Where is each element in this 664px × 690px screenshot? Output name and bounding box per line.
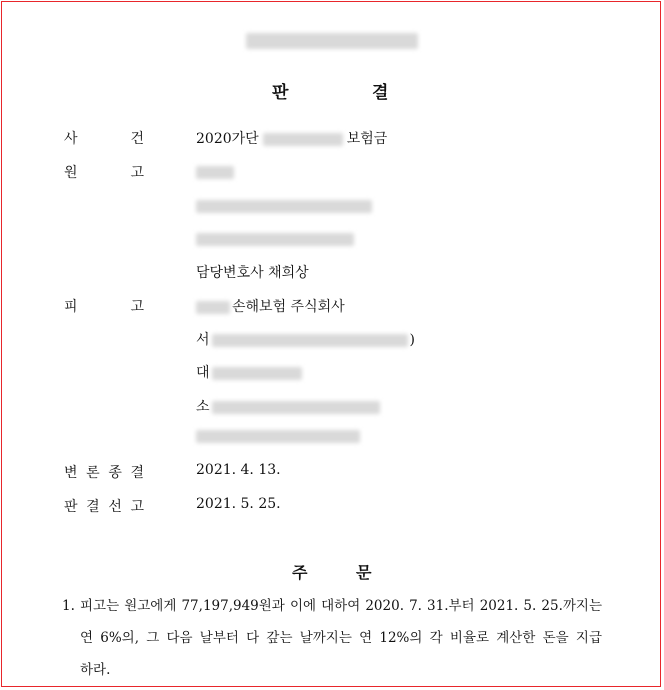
redaction-block: [212, 367, 302, 380]
plaintiff-label: 원 고: [64, 165, 144, 181]
redaction-block: [246, 33, 418, 49]
order-item: [62, 590, 602, 686]
defendant-agent: 소: [196, 396, 380, 416]
redaction-block: [196, 200, 372, 213]
plaintiff-name-redacted: [196, 164, 234, 180]
order-item-text: 피고는 원고에게 77,197,949원과 이에 대하여 2020. 7. 31.부터 2021. 5. 25.까지는 연 6%의, 그 다음 날부터 다 갚는 날까지는 연 12%의 각 비율로 계산한 돈을 지급 하라.: [80, 598, 602, 678]
court-name-redacted: [0, 30, 664, 49]
redaction-block: [196, 301, 230, 314]
redaction-block: [263, 133, 343, 146]
defendant-label: 피 고: [64, 299, 144, 315]
defendant-name: 손해보험 주식회사: [196, 296, 345, 316]
defendant-agent-detail-redacted: [196, 428, 360, 444]
plaintiff-counsel-redacted: [196, 231, 354, 247]
redaction-block: [212, 334, 408, 347]
redaction-block: [196, 166, 234, 179]
judgment-date: 2021. 5. 25.: [196, 496, 281, 512]
hearing-closed-label: 변 론 종 결: [64, 465, 144, 481]
document-title: [0, 78, 664, 102]
order-item-number: 1.: [62, 598, 75, 614]
title-char: 결: [372, 83, 389, 103]
redaction-block: [196, 430, 360, 443]
title-char: 판: [272, 83, 289, 103]
order-title-char: 문: [356, 563, 372, 582]
order-title: [0, 560, 664, 584]
order-title-char: 주: [292, 563, 308, 582]
defendant-address: 서 ): [196, 332, 415, 348]
plaintiff-attorney: 담당변호사 채희상: [196, 265, 309, 281]
hearing-closed-date: 2021. 4. 13.: [196, 462, 281, 478]
plaintiff-address-redacted: [196, 198, 372, 214]
redaction-block: [196, 233, 354, 246]
judgment-date-label: 판 결 선 고: [64, 499, 144, 515]
case-number: 2020가단 보험금: [196, 131, 388, 147]
case-label: 사 건: [64, 131, 144, 147]
defendant-representative: 대: [196, 362, 302, 382]
redaction-block: [212, 401, 380, 414]
